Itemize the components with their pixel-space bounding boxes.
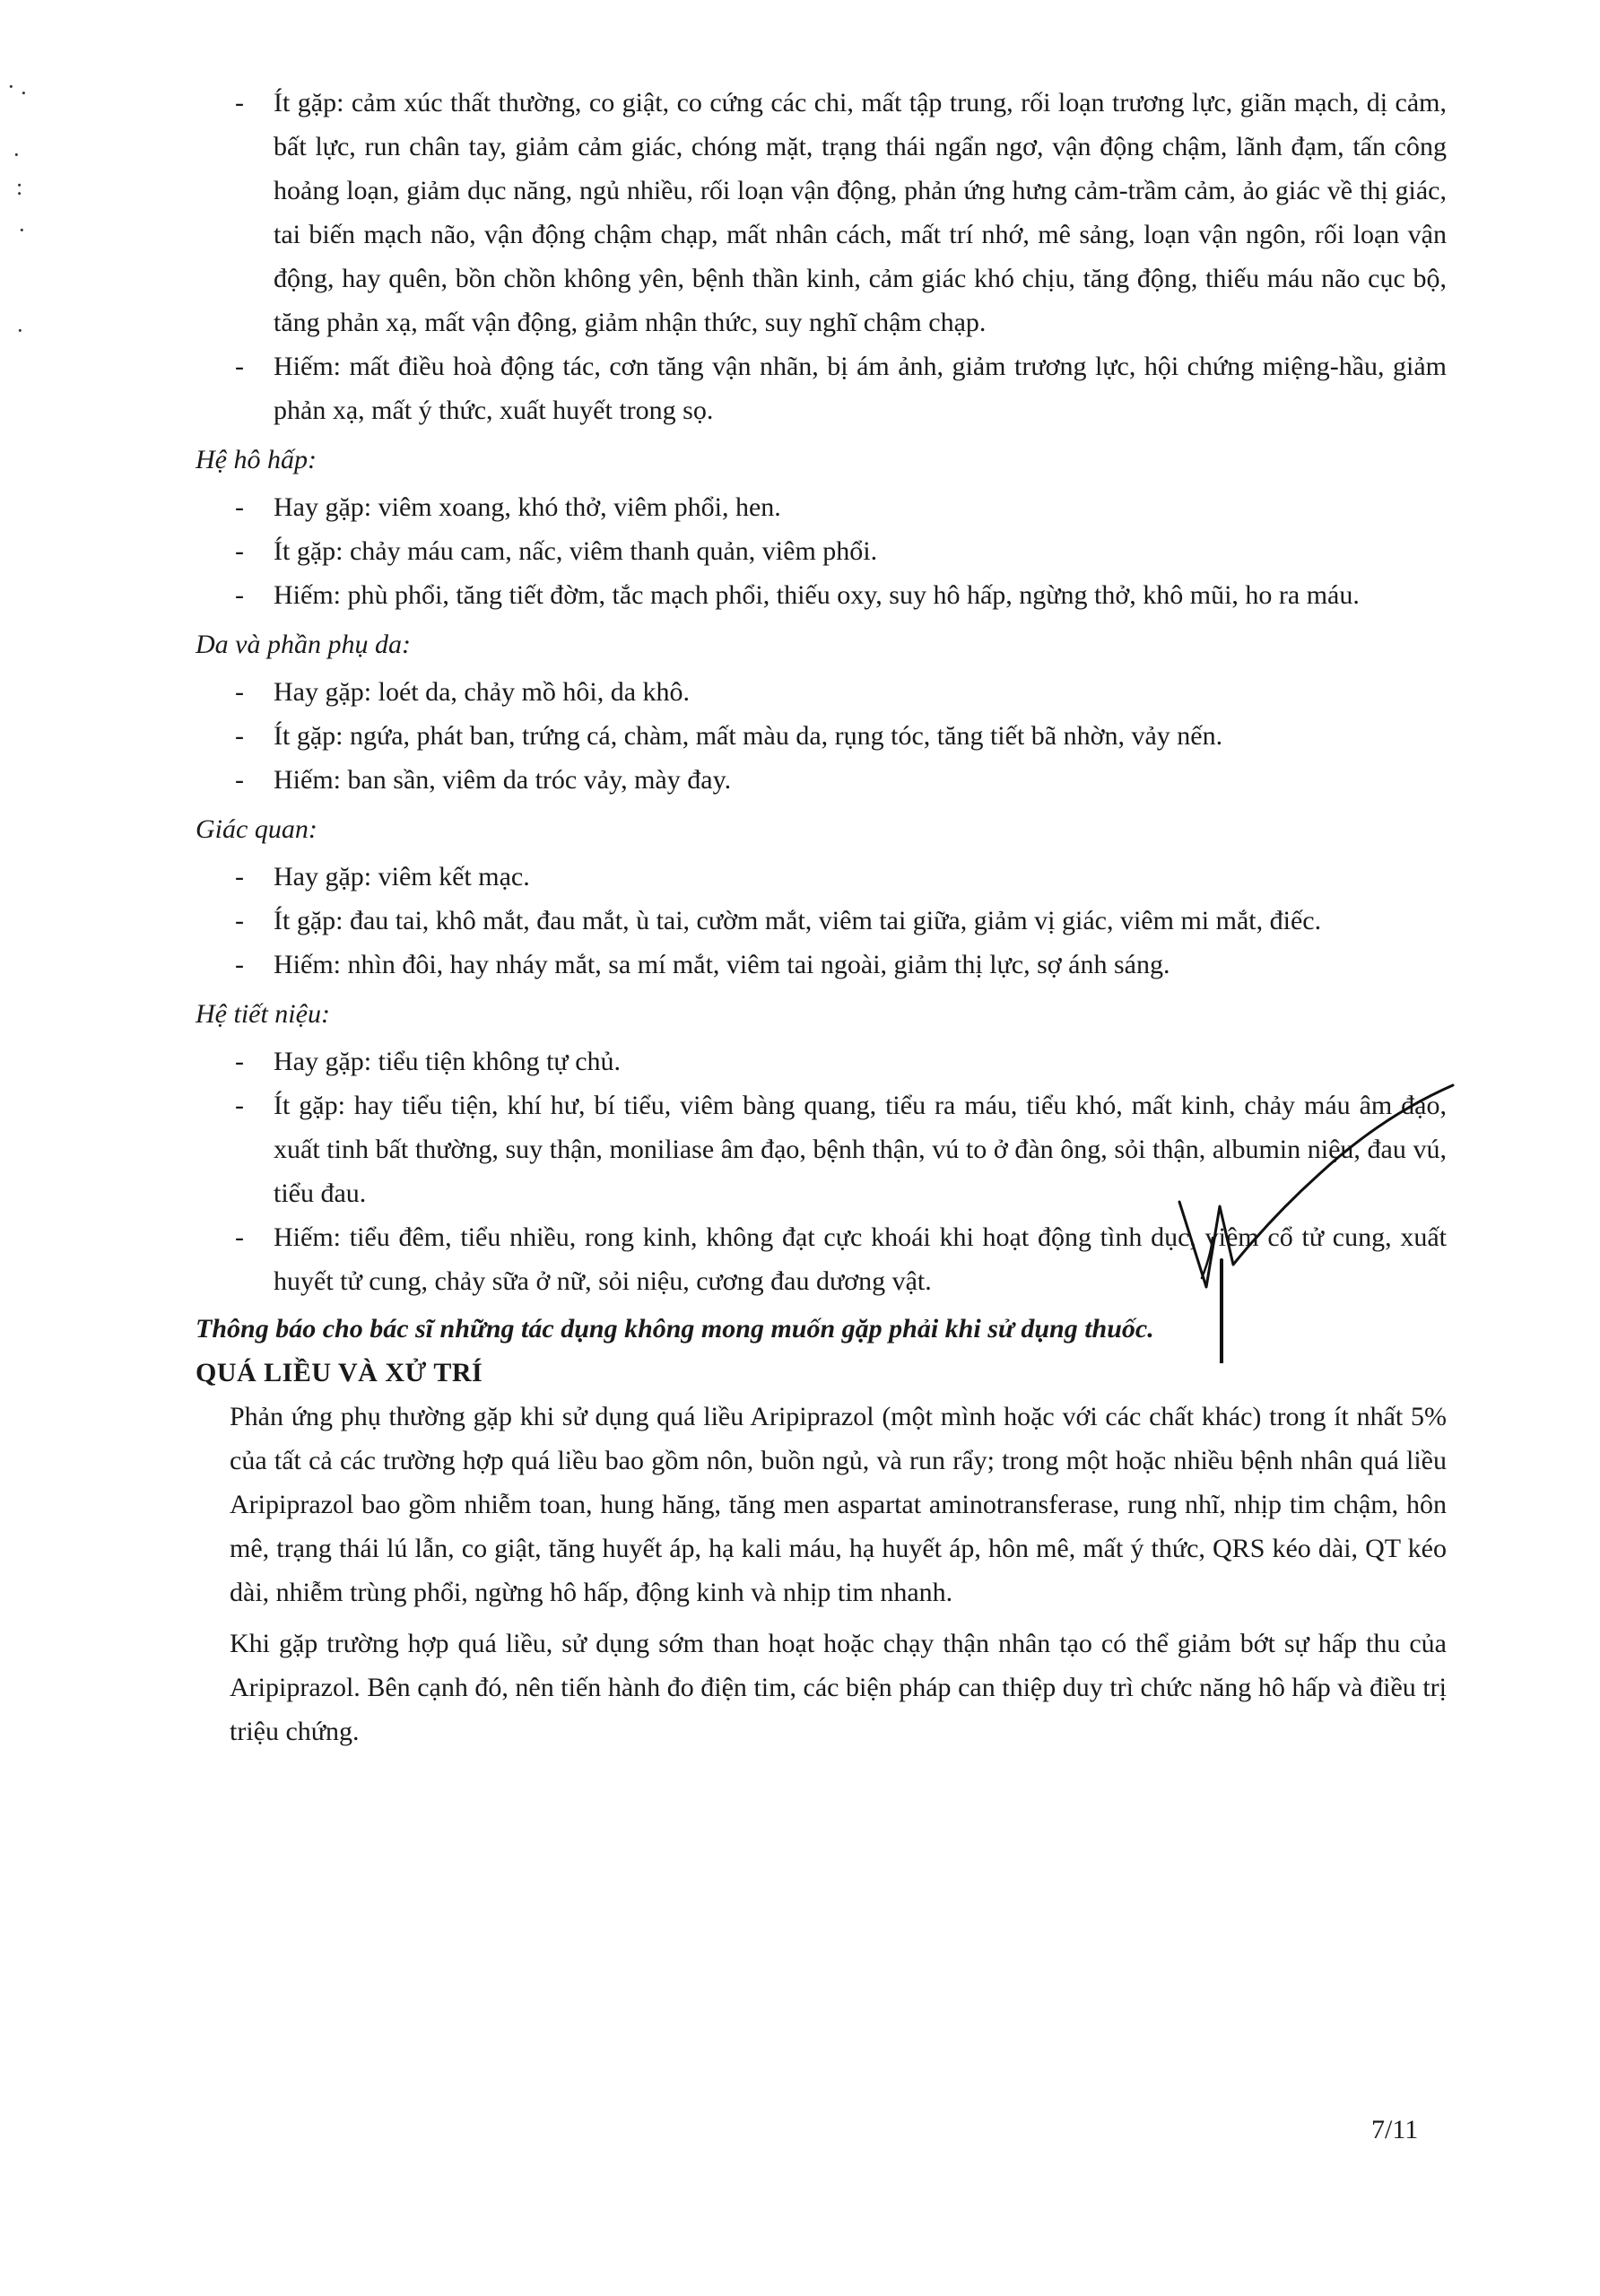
list-item: [196, 81, 1447, 344]
section-heading-skin: Da và phần phụ da:: [196, 630, 411, 659]
side-effect-rare-respiratory: Hiếm: phù phổi, tăng tiết đờm, tắc mạch phổi, thiếu oxy, suy hô hấp, ngừng thở, khô mũi, ho ra máu.: [274, 580, 1360, 610]
bullet-dash: -: [235, 721, 244, 751]
list-item: [196, 899, 1447, 943]
side-effect-uncommon-senses: Ít gặp: đau tai, khô mắt, đau mắt, ù tai, cườm mắt, viêm tai giữa, giảm vị giác, viêm mi mắt, điếc.: [274, 906, 1322, 935]
side-effect-uncommon-urinary: Ít gặp: hay tiểu tiện, khí hư, bí tiểu, viêm bàng quang, tiểu ra máu, tiểu khó, mất kinh, chảy máu âm đạo, xuất tinh bất thường, suy thận, moniliase âm đạo, bệnh thận, vú to ở đàn ông, sỏi thận, albumin niệu, đau vú, tiểu đau.: [274, 1091, 1447, 1208]
list-item: [196, 1039, 1447, 1083]
document-body: [196, 81, 1447, 1761]
doctor-notice: Thông báo cho bác sĩ những tác dụng không mong muốn gặp phải khi sử dụng thuốc.: [196, 1314, 1154, 1344]
section-heading-respiratory: Hệ hô hấp:: [196, 445, 317, 474]
scan-mark: :: [16, 174, 23, 200]
side-effect-uncommon-respiratory: Ít gặp: chảy máu cam, nấc, viêm thanh quản, viêm phổi.: [274, 536, 878, 566]
overdose-treatment-paragraph: Khi gặp trường hợp quá liều, sử dụng sớm than hoạt hoặc chạy thận nhân tạo có thể giảm bớt sự hấp thu của Aripiprazol. Bên cạnh đó, nên tiến hành đo điện tim, các biện pháp can thiệp duy trì chức năng hô hấp và điều trị triệu chứng.: [230, 1629, 1447, 1746]
bullet-dash: -: [235, 1091, 244, 1120]
bullet-dash: -: [235, 765, 244, 795]
list-item: [196, 529, 1447, 573]
bullet-dash: -: [235, 580, 244, 610]
list-item: [196, 714, 1447, 758]
bullet-dash: -: [235, 1222, 244, 1252]
side-effect-rare-urinary: Hiếm: tiểu đêm, tiểu nhiều, rong kinh, không đạt cực khoái khi hoạt động tình dục, viêm cổ tử cung, xuất huyết tử cung, chảy sữa ở nữ, sỏi niệu, cương đau dương vật.: [274, 1222, 1447, 1296]
scan-mark: ·: [13, 142, 21, 168]
list-item: [196, 573, 1447, 617]
side-effect-common-senses: Hay gặp: viêm kết mạc.: [274, 862, 530, 891]
scan-mark: ·: [18, 217, 26, 243]
scan-mark: · .: [7, 74, 27, 100]
bullet-dash: -: [235, 906, 244, 935]
list-item: [196, 758, 1447, 802]
bullet-dash: -: [235, 536, 244, 566]
page-number: 7/11: [1371, 2115, 1419, 2144]
side-effect-rare-skin: Hiếm: ban sần, viêm da tróc vảy, mày đay.: [274, 765, 732, 795]
bullet-dash: -: [235, 677, 244, 707]
bullet-dash: -: [235, 88, 244, 117]
side-effect-common-skin: Hay gặp: loét da, chảy mồ hôi, da khô.: [274, 677, 691, 707]
list-item: [196, 943, 1447, 987]
list-item: [196, 670, 1447, 714]
scan-mark: ·: [16, 317, 24, 344]
list-item: [196, 855, 1447, 899]
side-effect-uncommon-skin: Ít gặp: ngứa, phát ban, trứng cá, chàm, mất màu da, rụng tóc, tăng tiết bã nhờn, vảy nến.: [274, 721, 1223, 751]
side-effect-rare-cns: Hiếm: mất điều hoà động tác, cơn tăng vận nhãn, bị ám ảnh, giảm trương lực, hội chứng miệng-hầu, giảm phản xạ, mất ý thức, xuất huyết trong sọ.: [274, 352, 1447, 425]
side-effect-rare-senses: Hiếm: nhìn đôi, hay nháy mắt, sa mí mắt, viêm tai ngoài, giảm thị lực, sợ ánh sáng.: [274, 950, 1170, 979]
bullet-dash: -: [235, 352, 244, 381]
section-title-overdose: QUÁ LIỀU VÀ XỬ TRÍ: [196, 1358, 483, 1387]
bullet-dash: -: [235, 1047, 244, 1076]
list-item: [196, 485, 1447, 529]
bullet-dash: -: [235, 492, 244, 522]
list-item: [196, 344, 1447, 432]
overdose-paragraph: Phản ứng phụ thường gặp khi sử dụng quá liều Aripiprazol (một mình hoặc với các chất khác) trong ít nhất 5% của tất cả các trường hợp quá liều bao gồm nôn, buồn ngủ, và run rẩy; trong một hoặc nhiều bệnh nhân quá liều Aripiprazol bao gồm nhiễm toan, hung hăng, tăng men aspartat aminotransferase, rung nhĩ, nhịp tim chậm, hôn mê, trạng thái lú lẫn, co giật, tăng huyết áp, hạ kali máu, hạ huyết áp, hôn mê, mất ý thức, QRS kéo dài, QT kéo dài, nhiễm trùng phổi, ngừng hô hấp, động kinh và nhịp tim nhanh.: [230, 1402, 1447, 1607]
section-heading-urinary: Hệ tiết niệu:: [196, 999, 330, 1029]
side-effect-common-urinary: Hay gặp: tiểu tiện không tự chủ.: [274, 1047, 622, 1076]
section-heading-senses: Giác quan:: [196, 814, 317, 844]
bullet-dash: -: [235, 862, 244, 891]
side-effect-uncommon-cns: Ít gặp: cảm xúc thất thường, co giật, co cứng các chi, mất tập trung, rối loạn trương lực, giãn mạch, dị cảm, bất lực, run chân tay, giảm cảm giác, chóng mặt, trạng thái ngẩn ngơ, vận động chậm, lãnh đạm, tấn công hoảng loạn, giảm dục năng, ngủ nhiều, rối loạn vận động, phản ứng hưng cảm-trầm cảm, ảo giác về thị giác, tai biến mạch não, vận động chậm chạp, mất nhân cách, mất trí nhớ, mê sảng, loạn vận ngôn, rối loạn vận động, hay quên, bồn chồn không yên, bệnh thần kinh, cảm giác khó chịu, tăng động, thiếu máu não cục bộ, tăng phản xạ, mất vận động, giảm nhận thức, suy nghĩ chậm chạp.: [274, 88, 1447, 337]
side-effect-common-respiratory: Hay gặp: viêm xoang, khó thở, viêm phổi, hen.: [274, 492, 781, 522]
signature: [1166, 1081, 1462, 1363]
bullet-dash: -: [235, 950, 244, 979]
